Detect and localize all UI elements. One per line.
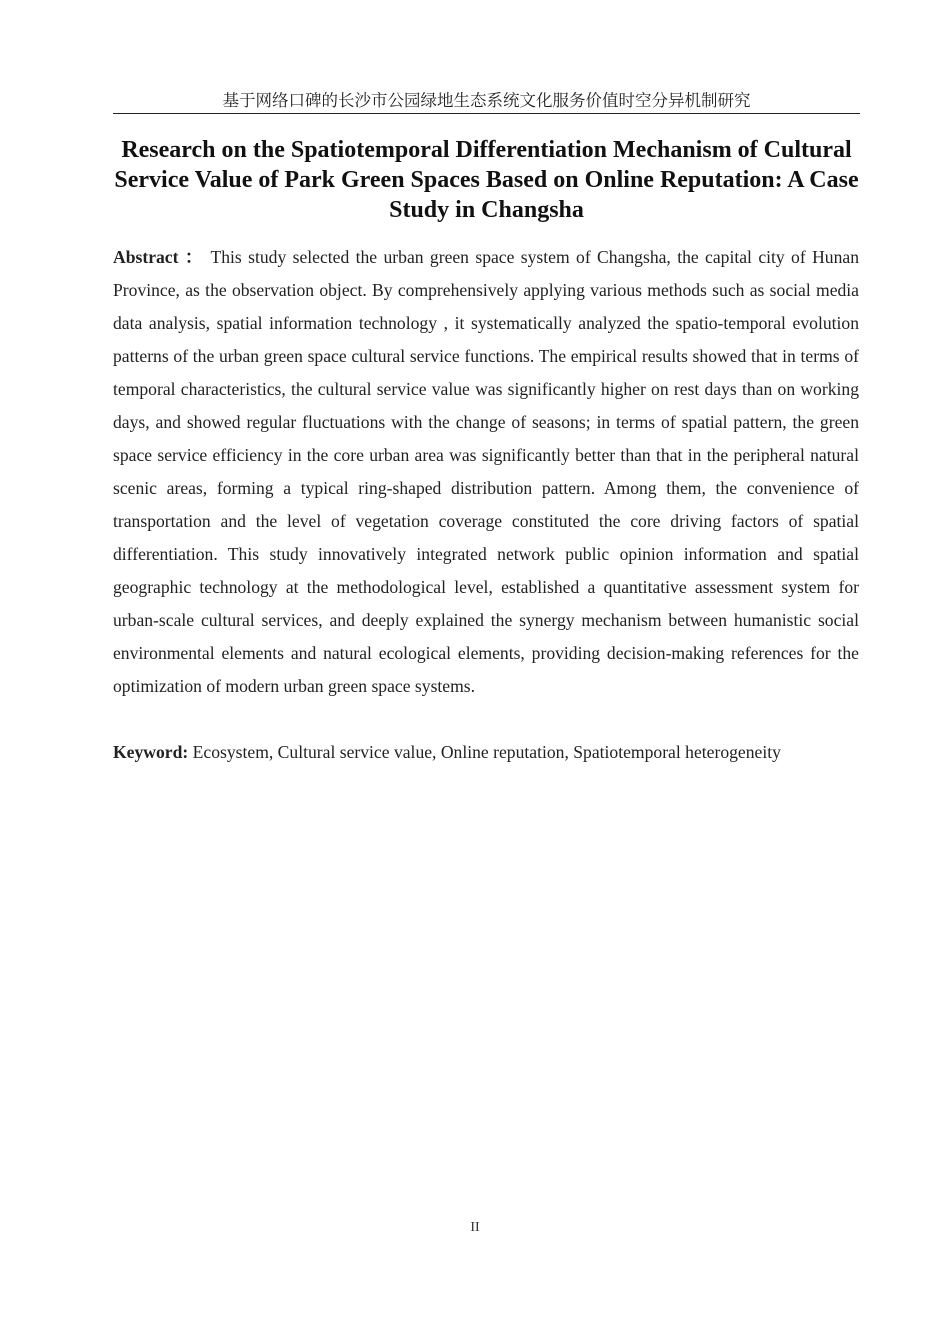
running-header: 基于网络口碑的长沙市公园绿地生态系统文化服务价值时空分异机制研究 xyxy=(113,90,860,114)
abstract-text: This study selected the urban green space system of Changsha, the capital city of Hunan Province, as the observation object. By comprehensively applying various methods such as social media data analysis, spatial information technology , it systematically analyzed the spatio-temporal evolution patterns of the urban green space cultural service functions. The empirical results showed that in terms of temporal characteristics, the cultural service value was significantly higher on rest days than on working days, and showed regular fluctuations with the change of seasons; in terms of spatial pattern, the green space service efficiency in the core urban area was significantly better than that in the peripheral natural scenic areas, forming a typical ring-shaped distribution pattern. Among them, the convenience of transportation and the level of vegetation coverage constituted the core driving factors of spatial differentiation. This study innovatively integrated network public opinion information and spatial geographic technology at the methodological level, established a quantitative assessment system for urban-scale cultural services, and deeply explained the synergy mechanism between humanistic social environmental elements and natural ecological elements, providing decision-making references for the optimization of modern urban green space systems. xyxy=(113,247,859,696)
keyword-text: Ecosystem, Cultural service value, Online reputation, Spatiotemporal heterogeneity xyxy=(192,742,781,762)
abstract-paragraph xyxy=(113,241,859,703)
keyword-label: Keyword: xyxy=(113,742,189,762)
paper-title: Research on the Spatiotemporal Differentiation Mechanism of Cultural Service Value of Park Green Spaces Based on Online Reputation: A Case Study in Changsha xyxy=(114,137,859,223)
keywords-line xyxy=(113,736,859,769)
page-number: II xyxy=(470,1220,480,1235)
abstract-label: Abstract ： xyxy=(113,247,205,267)
